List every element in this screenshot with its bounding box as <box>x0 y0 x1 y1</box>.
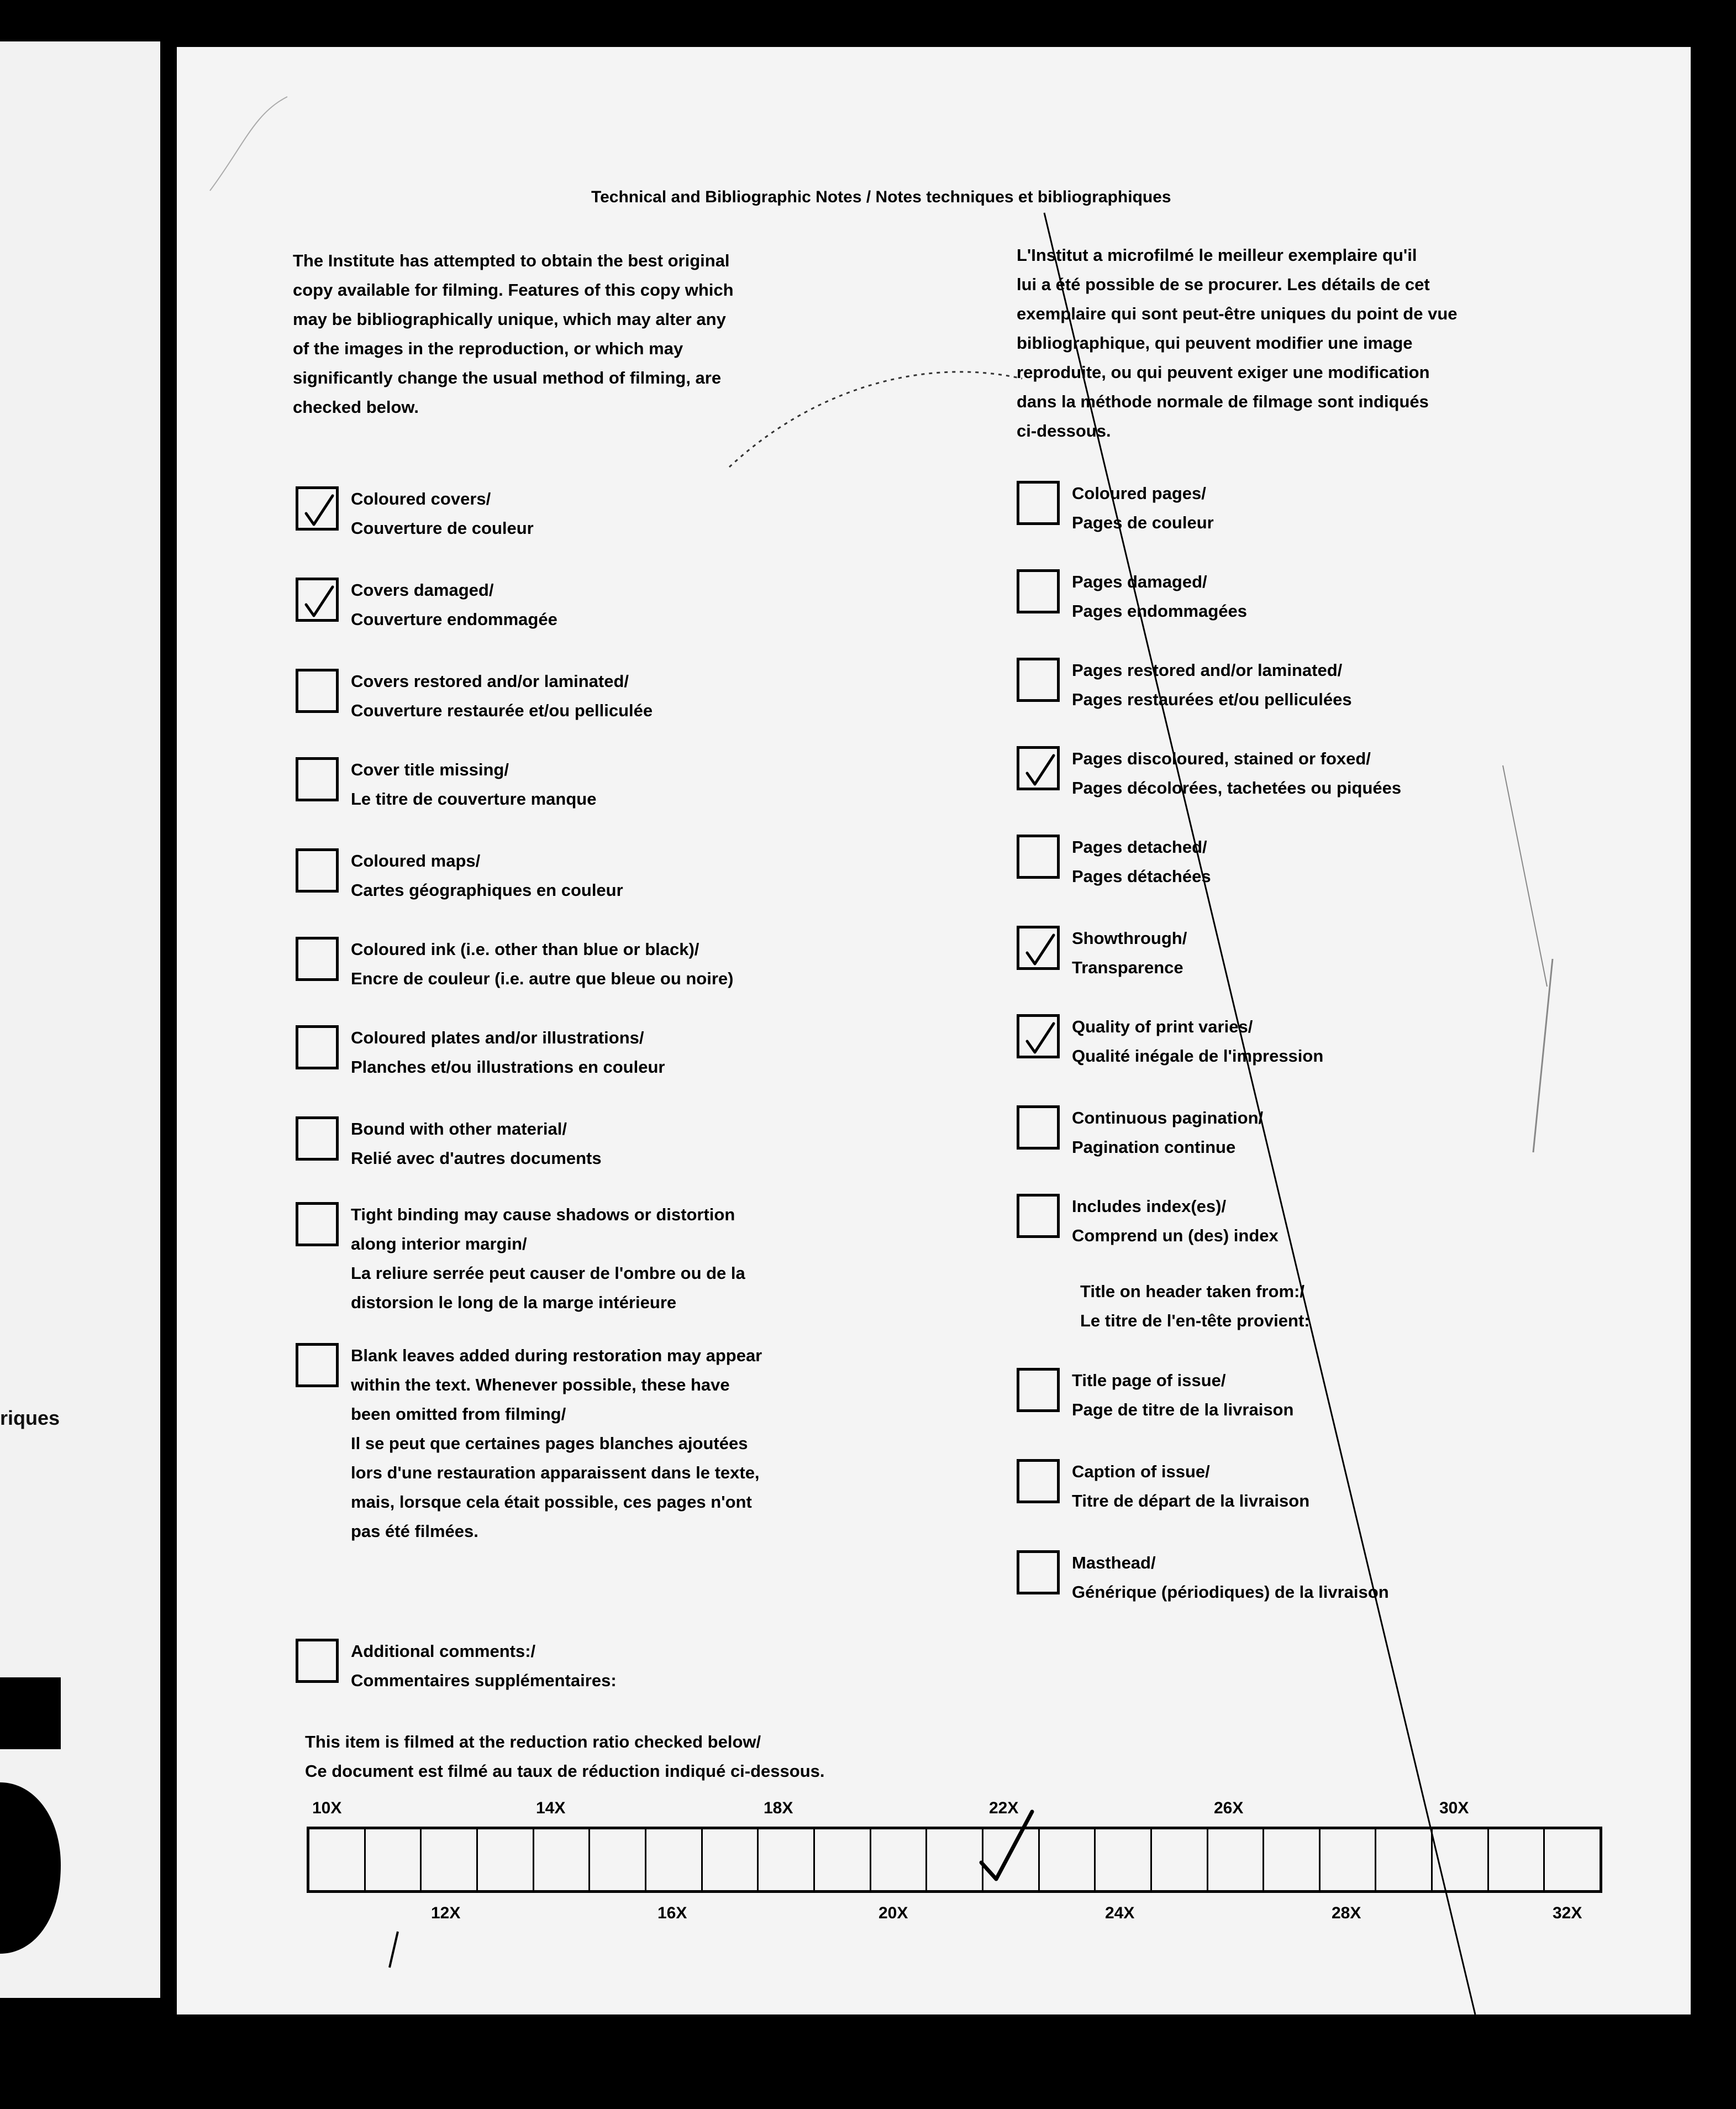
intro-en-line: checked below. <box>293 397 419 417</box>
header-source-note <box>1080 1277 1310 1335</box>
right-label <box>1072 832 1211 891</box>
reduction-ratio-strip <box>307 1827 1602 1893</box>
ratio-cell[interactable] <box>703 1829 759 1890</box>
intro-french <box>1017 240 1575 445</box>
right-checkbox[interactable] <box>1017 1459 1060 1503</box>
right-label <box>1072 1192 1279 1250</box>
left-label-line: Cover title missing/ <box>351 760 509 779</box>
right-label-line: Pages décolorées, tachetées ou piquées <box>1072 778 1402 798</box>
right-label-line: Pagination continue <box>1072 1137 1236 1157</box>
binding-gutter <box>160 41 177 2064</box>
left-label-line: Couverture de couleur <box>351 518 534 538</box>
left-label-line: Relié avec d'autres documents <box>351 1148 602 1168</box>
right-label-line: Caption of issue/ <box>1072 1462 1210 1481</box>
left-label-line: Le titre de couverture manque <box>351 789 597 809</box>
right-checkbox[interactable] <box>1017 926 1060 970</box>
header-source-en: Title on header taken from:/ <box>1080 1282 1304 1301</box>
right-checkbox[interactable] <box>1017 569 1060 613</box>
left-checkbox[interactable] <box>296 486 339 531</box>
left-checkbox[interactable] <box>296 937 339 981</box>
right-label-line: Includes index(es)/ <box>1072 1197 1227 1216</box>
left-label-line: pas été filmées. <box>351 1522 478 1541</box>
left-label-line: Bound with other material/ <box>351 1119 567 1139</box>
left-checkbox[interactable] <box>296 1343 339 1387</box>
right-label <box>1072 567 1247 626</box>
left-page-text-fragment: riques <box>0 1407 60 1429</box>
ratio-label-top: 26X <box>1214 1799 1244 1817</box>
left-label <box>351 484 534 543</box>
left-label <box>351 755 596 814</box>
right-label-line: Générique (périodiques) de la livraison <box>1072 1582 1389 1602</box>
ratio-cell[interactable] <box>422 1829 478 1890</box>
ratio-cell[interactable] <box>815 1829 871 1890</box>
right-label-line: Titre de départ de la livraison <box>1072 1491 1310 1510</box>
right-checkbox[interactable] <box>1017 1368 1060 1412</box>
left-checkbox[interactable] <box>296 1116 339 1161</box>
right-checkbox[interactable] <box>1017 481 1060 525</box>
right-label-line: Continuous pagination/ <box>1072 1108 1264 1127</box>
left-label-line: been omitted from filming/ <box>351 1404 566 1424</box>
left-label <box>351 846 623 905</box>
left-label <box>351 1341 762 1546</box>
left-page-fragment <box>0 41 160 1998</box>
ratio-cell[interactable] <box>534 1829 591 1890</box>
ratio-check-mark-icon <box>977 1807 1038 1890</box>
left-label-line: along interior margin/ <box>351 1234 527 1253</box>
ratio-cell[interactable] <box>871 1829 928 1890</box>
intro-fr-line: ci-dessous. <box>1017 421 1111 440</box>
reduction-ratio-note <box>305 1727 825 1786</box>
left-label-line: Tight binding may cause shadows or distortion <box>351 1205 735 1224</box>
right-label-line: Pages restaurées et/ou pelliculées <box>1072 690 1352 709</box>
intro-en-line: copy available for filming. Features of this copy which <box>293 280 734 300</box>
left-checkbox[interactable] <box>296 578 339 622</box>
intro-fr-line: lui a été possible de se procurer. Les détails de cet <box>1017 275 1430 294</box>
right-label-line: Comprend un (des) index <box>1072 1226 1279 1245</box>
left-label-line: Coloured covers/ <box>351 489 491 508</box>
ratio-cell[interactable] <box>1489 1829 1545 1890</box>
intro-fr-line: dans la méthode normale de filmage sont indiqués <box>1017 392 1429 411</box>
left-label <box>351 1023 665 1082</box>
right-label <box>1072 924 1187 982</box>
check-mark-icon <box>301 584 337 620</box>
right-checkbox[interactable] <box>1017 658 1060 702</box>
right-label <box>1072 655 1352 714</box>
reduction-text-fr: Ce document est filmé au taux de réduction indiqué ci-dessous. <box>305 1761 825 1781</box>
ratio-cell[interactable] <box>1040 1829 1096 1890</box>
ratio-label-top: 22X <box>989 1799 1019 1817</box>
left-label-line: Cartes géographiques en couleur <box>351 880 623 900</box>
left-label-line: Coloured maps/ <box>351 851 481 870</box>
right-checkbox[interactable] <box>1017 1194 1060 1238</box>
ratio-label-bottom: 20X <box>878 1904 908 1922</box>
left-checkbox[interactable] <box>296 1025 339 1069</box>
right-label-line: Coloured pages/ <box>1072 484 1206 503</box>
check-mark-icon <box>301 492 337 529</box>
intro-en-line: significantly change the usual method of filming, are <box>293 368 722 387</box>
right-label <box>1072 744 1401 802</box>
intro-fr-line: bibliographique, qui peuvent modifier une image <box>1017 333 1413 353</box>
left-checkbox[interactable] <box>296 757 339 801</box>
check-mark-icon <box>1022 1020 1058 1057</box>
ratio-label-top: 10X <box>312 1799 342 1817</box>
left-label <box>351 935 733 993</box>
left-checkbox[interactable] <box>296 848 339 893</box>
intro-en-line: The Institute has attempted to obtain the best original <box>293 251 730 270</box>
intro-en-line: may be bibliographically unique, which may alter any <box>293 309 726 329</box>
left-label-line: Covers restored and/or laminated/ <box>351 671 629 691</box>
right-label <box>1072 1457 1309 1515</box>
ratio-cell[interactable] <box>646 1829 703 1890</box>
ratio-cell[interactable] <box>590 1829 646 1890</box>
left-checkbox[interactable] <box>296 1202 339 1246</box>
left-label-line: mais, lorsque cela était possible, ces pages n'ont <box>351 1492 752 1512</box>
right-checkbox[interactable] <box>1017 1105 1060 1150</box>
intro-english <box>293 246 856 422</box>
ratio-label-bottom: 28X <box>1332 1904 1361 1922</box>
left-label-line: distorsion le long de la marge intérieure <box>351 1293 677 1312</box>
left-label-line: La reliure serrée peut causer de l'ombre ou de la <box>351 1263 745 1283</box>
left-label <box>351 1636 617 1695</box>
technical-notes-page <box>177 47 1691 2014</box>
left-label-line: Covers damaged/ <box>351 580 494 600</box>
right-checkbox[interactable] <box>1017 1550 1060 1594</box>
left-label-line: Commentaires supplémentaires: <box>351 1671 617 1690</box>
ratio-label-top: 18X <box>764 1799 793 1817</box>
right-checkbox[interactable] <box>1017 1014 1060 1058</box>
intro-fr-line: L'Institut a microfilmé le meilleur exemplaire qu'il <box>1017 245 1417 265</box>
ratio-label-top: 30X <box>1439 1799 1469 1817</box>
left-label-line: Couverture restaurée et/ou pelliculée <box>351 701 653 720</box>
check-mark-icon <box>1022 932 1058 968</box>
left-label-line: within the text. Whenever possible, these have <box>351 1375 730 1394</box>
left-label-line: lors d'une restauration apparaissent dans le texte, <box>351 1463 760 1482</box>
intro-fr-line: reproduite, ou qui peuvent exiger une modification <box>1017 363 1430 382</box>
right-label-line: Pages détachées <box>1072 867 1211 886</box>
right-label-line: Showthrough/ <box>1072 928 1187 948</box>
left-label-line: Planches et/ou illustrations en couleur <box>351 1057 665 1077</box>
right-label-line: Pages damaged/ <box>1072 572 1207 591</box>
right-checkbox[interactable] <box>1017 835 1060 879</box>
ratio-cell[interactable] <box>1433 1829 1489 1890</box>
left-page-large-glyph <box>0 1677 61 1965</box>
ratio-label-top: 14X <box>536 1799 566 1817</box>
ratio-cell[interactable] <box>927 1829 983 1890</box>
left-label-line: Blank leaves added during restoration may appear <box>351 1346 762 1365</box>
reduction-text-en: This item is filmed at the reduction ratio checked below/ <box>305 1732 761 1751</box>
ratio-cell[interactable] <box>759 1829 815 1890</box>
ratio-cell[interactable] <box>1376 1829 1433 1890</box>
intro-en-line: of the images in the reproduction, or which may <box>293 339 683 358</box>
ratio-cell[interactable] <box>1152 1829 1208 1890</box>
ratio-cell[interactable] <box>1545 1829 1600 1890</box>
left-label <box>351 1200 745 1317</box>
right-label-line: Pages de couleur <box>1072 513 1214 532</box>
page-title: Technical and Bibliographic Notes / Notes techniques et bibliographiques <box>591 188 1171 206</box>
right-checkbox[interactable] <box>1017 746 1060 790</box>
left-label-line: Coloured ink (i.e. other than blue or black)/ <box>351 940 699 959</box>
check-mark-icon <box>1022 752 1058 789</box>
right-label-line: Masthead/ <box>1072 1553 1156 1572</box>
left-label <box>351 575 557 634</box>
right-label-line: Quality of print varies/ <box>1072 1017 1253 1036</box>
right-label-line: Pages restored and/or laminated/ <box>1072 660 1343 680</box>
left-label-line: Encre de couleur (i.e. autre que bleue ou noire) <box>351 969 734 988</box>
left-label-line: Couverture endommagée <box>351 610 557 629</box>
left-label-line: Coloured plates and/or illustrations/ <box>351 1028 644 1047</box>
right-label-line: Pages discoloured, stained or foxed/ <box>1072 749 1371 768</box>
ratio-cell[interactable] <box>1096 1829 1152 1890</box>
right-label-line: Title page of issue/ <box>1072 1371 1226 1390</box>
ratio-cell[interactable] <box>1264 1829 1321 1890</box>
ratio-label-bottom: 24X <box>1105 1904 1135 1922</box>
right-label-line: Transparence <box>1072 958 1183 977</box>
right-label <box>1072 1103 1263 1162</box>
left-checkbox[interactable] <box>296 669 339 713</box>
right-label-line: Pages endommagées <box>1072 601 1248 621</box>
right-label <box>1072 1366 1293 1424</box>
ratio-cell[interactable] <box>1321 1829 1377 1890</box>
header-source-fr: Le titre de l'en-tête provient: <box>1080 1311 1310 1330</box>
ratio-cell[interactable] <box>478 1829 534 1890</box>
ratio-cell[interactable] <box>1208 1829 1265 1890</box>
right-label <box>1072 1012 1323 1071</box>
left-checkbox[interactable] <box>296 1639 339 1683</box>
ratio-cell[interactable] <box>366 1829 422 1890</box>
ratio-label-bottom: 16X <box>657 1904 687 1922</box>
ratio-label-bottom: 12X <box>431 1904 461 1922</box>
ratio-cell[interactable] <box>309 1829 366 1890</box>
left-label <box>351 1114 602 1173</box>
right-label-line: Qualité inégale de l'impression <box>1072 1046 1324 1066</box>
right-label <box>1072 479 1214 537</box>
intro-fr-line: exemplaire qui sont peut-être uniques du point de vue <box>1017 304 1458 323</box>
left-label-line: Additional comments:/ <box>351 1641 536 1661</box>
left-label-line: Il se peut que certaines pages blanches ajoutées <box>351 1434 748 1453</box>
left-label <box>351 667 653 725</box>
right-label <box>1072 1548 1389 1607</box>
ratio-label-bottom: 32X <box>1553 1904 1582 1922</box>
right-label-line: Pages detached/ <box>1072 837 1207 857</box>
right-label-line: Page de titre de la livraison <box>1072 1400 1294 1419</box>
